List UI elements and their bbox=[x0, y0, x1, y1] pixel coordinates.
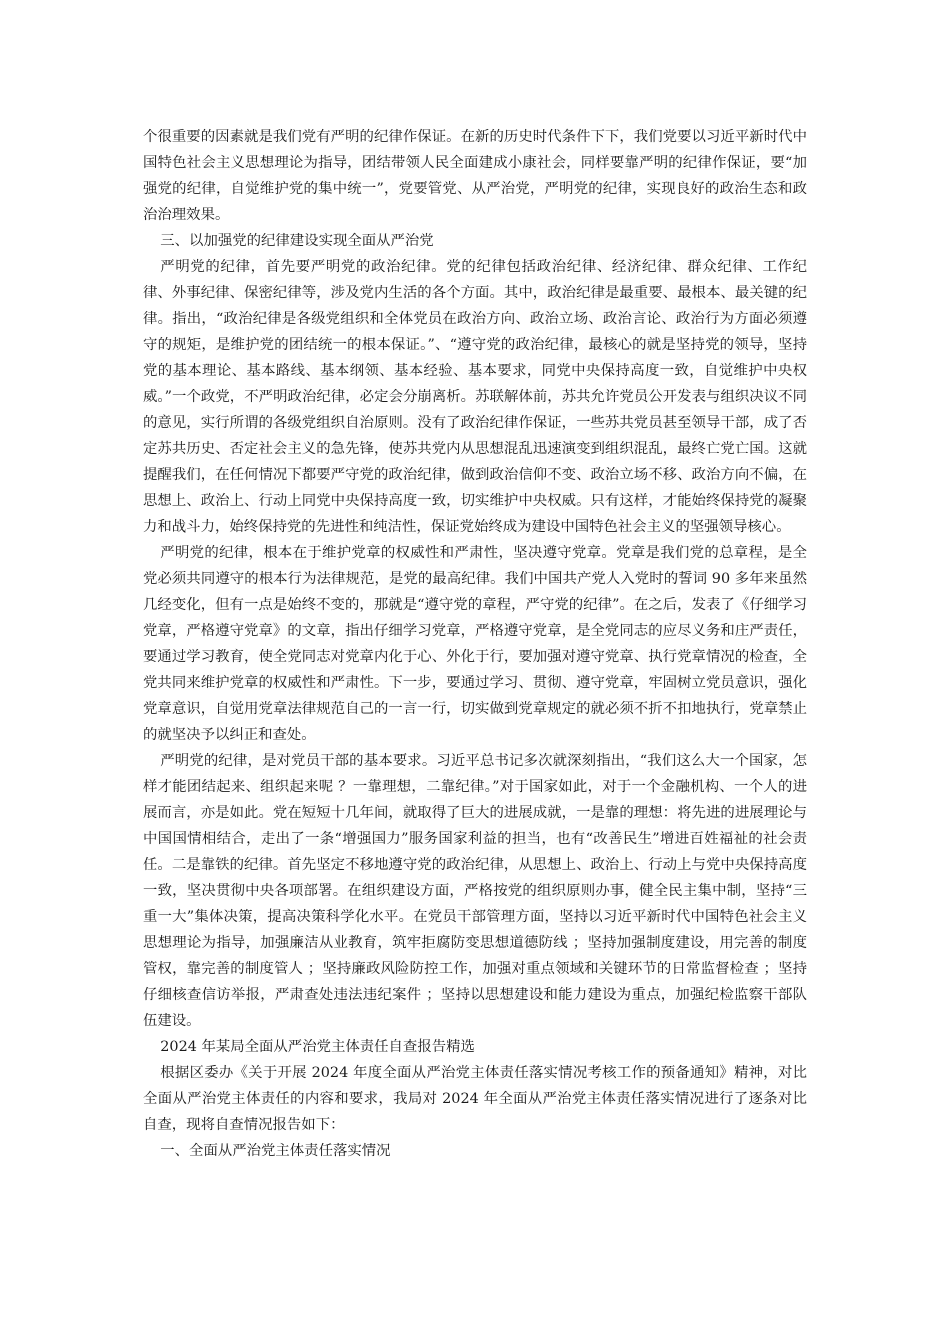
paragraph-party-constitution: 严明党的纪律，根本在于维护党章的权威性和严肃性，坚决遵守党章。党章是我们党的总章程，是全党必须共同遵守的根本行为法律规范，是党的最高纪律。我们中国共产党人入党时的誓词 90 多年来虽然几经变化，但有一点是始终不变的，那就是“遵守党的章程，严守党的纪律”。在之后，发表了《仔细学习党章，严格遵守党章》的文章，指出仔细学习党章，严格遵守党章，是全党同志的应尽义务和庄严责任，要通过学习教育，使全党同志对党章内化于心、外化于行，要加强对遵守党章、执行党章情况的检查，全党共同来维护党章的权威性和严肃性。下一步，要通过学习、贯彻、遵守党章，牢固树立党员意识，强化党章意识，自觉用党章法律规范自己的一言一行，切实做到党章规定的就必须不折不扣地执行，党章禁止的就坚决予以纠正和查处。 bbox=[143, 545, 807, 743]
document-page bbox=[143, 124, 807, 1164]
section-heading-1: 一、全面从严治党主体责任落实情况 bbox=[160, 1143, 391, 1159]
paragraph-cadre-requirements: 严明党的纪律，是对党员干部的基本要求。习近平总书记多次就深刻指出，“我们这么大一个国家，怎样才能团结起来、组织起来呢 ？一靠理想，二靠纪律。”对于国家如此，对于一个金融机构、一个人的进展而言，亦是如此。党在短短十几年间，就取得了巨大的进展成就，一是靠的理想：将先进的进展理论与中国国情相结合，走出了一条“增强国力”服务国家利益的担当，也有“改善民生”增进百姓福祉的社会责任。二是靠铁的纪律。首先坚定不移地遵守党的政治纪律，从思想上、政治上、行动上与党中央保持高度一致，坚决贯彻中央各项部署。在组织建设方面，严格按党的组织原则办事，健全民主集中制，坚持“三重一大”集体决策，提高决策科学化水平。在党员干部管理方面，坚持以习近平新时代中国特色社会主义思想理论为指导，加强廉洁从业教育，筑牢拒腐防变思想道德防线 ；坚持加强制度建设，用完善的制度管权，靠完善的制度管人 ；坚持廉政风险防控工作，加强对重点领域和关键环节的日常监督检查 ；坚持仔细核查信访举报，严肃查处违法违纪案件 ；坚持以思想建设和能力建设为重点，加强纪检监察干部队伍建设。 bbox=[143, 753, 807, 1029]
report-title: 2024 年某局全面从严治党主体责任自查报告精选 bbox=[160, 1039, 475, 1055]
paragraph-report-intro: 根据区委办《关于开展 2024 年度全面从严治党主体责任落实情况考核工作的预备通知》精神，对比全面从严治党主体责任的内容和要求，我局对 2024 年全面从严治党主体责任落实情况进行了逐条对比自查，现将自查情况报告如下： bbox=[143, 1065, 807, 1133]
paragraph-political-discipline: 严明党的纪律，首先要严明党的政治纪律。党的纪律包括政治纪律、经济纪律、群众纪律、工作纪律、外事纪律、保密纪律等，涉及党内生活的各个方面。其中，政治纪律是最重要、最根本、最关键的纪律。指出，“政治纪律是各级党组织和全体党员在政治方向、政治立场、政治言论、政治行为方面必须遵守的规矩，是维护党的团结统一的根本保证。”、“遵守党的政治纪律，最核心的就是坚持党的领导，坚持党的基本理论、基本路线、基本纲领、基本经验、基本要求，同党中央保持高度一致，自觉维护中央权威。”一个政党，不严明政治纪律，必定会分崩离析。苏联解体前，苏共允许党员公开发表与组织决议不同的意见，实行所谓的各级党组织自治原则。没有了政治纪律作保证，一些苏共党员甚至领导干部，成了否定苏共历史、否定社会主义的急先锋，使苏共党内从思想混乱迅速演变到组织混乱，最终亡党亡国。这就提醒我们，在任何情况下都要严守党的政治纪律，做到政治信仰不变、政治立场不移、政治方向不偏，在思想上、政治上、行动上同党中央保持高度一致，切实维护中央权威。只有这样，才能始终保持党的凝聚力和战斗力，始终保持党的先进性和纯洁性，保证党始终成为建设中国特色社会主义的坚强领导核心。 bbox=[143, 259, 807, 535]
section-heading-3: 三、以加强党的纪律建设实现全面从严治党 bbox=[160, 233, 434, 249]
paragraph-intro-continued: 个很重要的因素就是我们党有严明的纪律作保证。在新的历史时代条件下下，我们党要以习近平新时代中国特色社会主义思想理论为指导，团结带领人民全面建成小康社会，同样要靠严明的纪律作保证，要“加强党的纪律，自觉维护党的集中统一”，党要管党、从严治党，严明党的纪律，实现良好的政治生态和政治治理效果。 bbox=[143, 129, 807, 223]
